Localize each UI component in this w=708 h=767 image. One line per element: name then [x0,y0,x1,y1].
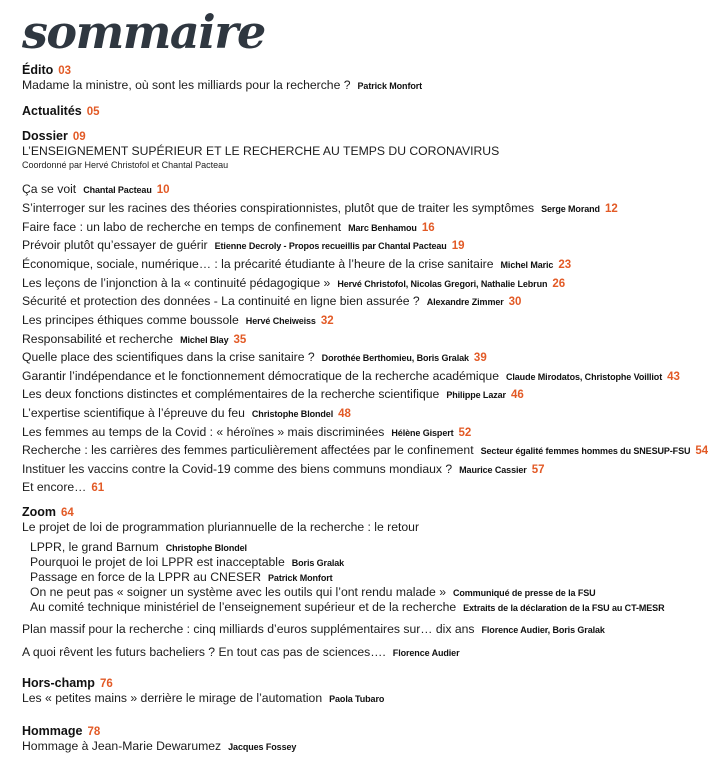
entry-title: Les deux fonctions distinctes et complémentaires de la recherche scientifique [22,387,440,401]
entry-author: Michel Blay [180,335,229,345]
entry-author: Claude Mirodatos, Christophe Voilliot [505,372,663,382]
entry-title: LPPR, le grand Barnum [30,540,159,554]
entry-author: Dorothée Berthomieu, Boris Gralak [321,353,469,363]
entry-title: Prévoir plutôt qu’essayer de guérir [22,238,208,252]
toc-entry[interactable] [22,424,471,441]
toc-entry[interactable] [22,237,465,254]
entry-author: Communiqué de presse de la FSU [452,588,596,598]
toc-entry[interactable] [22,77,422,94]
toc-entry[interactable] [22,690,384,707]
toc-entry[interactable] [22,405,351,422]
entry-title: S’interroger sur les racines des théories conspirationnistes, plutôt que de traiter les symptômes [22,201,535,215]
section-title: Actualités [22,104,82,118]
toc-entry[interactable] [22,312,334,329]
entry-title: Recherche : les carrières des femmes particulièrement affectées par le confinement [22,443,474,457]
page-number: 32 [320,315,334,327]
entry-title: Garantir l’indépendance et le fonctionnement démocratique de la recherche académique [22,369,499,383]
toc-entry[interactable] [22,461,544,478]
toc-entry[interactable] [22,331,246,348]
toc-entry[interactable] [22,181,170,198]
section-title: Dossier [22,129,68,143]
toc-entry[interactable] [22,293,521,310]
entry-title: Madame la ministre, où sont les milliards pour la recherche ? [22,78,351,92]
entry-author: Hervé Christofol, Nicolas Gregori, Nathalie Lebrun [337,279,548,289]
section-actualites[interactable] [22,103,100,120]
entry-title: Plan massif pour la recherche : cinq milliards d’euros supplémentaires sur… dix ans [22,622,475,636]
entry-title: Pourquoi le projet de loi LPPR est inacceptable [30,555,285,569]
section-title: Hommage [22,724,83,738]
page-number: 09 [72,131,86,143]
entry-title: Responsabilité et recherche [22,332,174,346]
page-number: 52 [458,427,472,439]
entry-author: Etienne Decroly - Propos recueillis par Chantal Pacteau [214,241,447,251]
page-number: 61 [91,482,105,494]
page-number: 03 [58,65,72,77]
entry-author: Serge Morand [541,204,600,214]
entry-author: Christophe Blondel [251,409,334,419]
entry-author: Marc Benhamou [348,223,417,233]
entry-title: Ça se voit [22,182,77,196]
entry-author: Chantal Pacteau [83,185,152,195]
entry-author: Michel Maric [500,260,554,270]
entry-title: Hommage à Jean-Marie Dewarumez [22,739,222,753]
entry-author: Florence Audier, Boris Gralak [481,625,605,635]
dossier-coordination: Coordonné par Hervé Christofol et Chantal Pacteau [22,160,229,170]
page-number: 30 [508,296,522,308]
entry-author: Florence Audier [392,648,460,658]
entry-title: Passage en force de la LPPR au CNESER [30,570,262,584]
page-number: 10 [156,184,170,196]
toc-entry[interactable] [22,738,296,755]
page-number: 57 [531,464,545,476]
page-number: 35 [233,334,247,346]
entry-title: Faire face : un labo de recherche en temps de confinement [22,220,342,234]
entry-author: Extraits de la déclaration de la FSU au CT-MESR [463,603,665,613]
page-number: 78 [87,726,101,738]
entry-author: Jacques Fossey [228,742,297,752]
entry-title: L’expertise scientifique à l’épreuve du feu [22,406,245,420]
entry-title: Les « petites mains » derrière le mirage de l’automation [22,691,323,705]
entry-title: Les leçons de l’injonction à la « continuité pédagogique » [22,276,331,290]
dossier-heading: L’ENSEIGNEMENT SUPÉRIEUR ET LE RECHERCHE AU TEMPS DU CORONAVIRUS [22,144,500,158]
entry-title: Au comité technique ministériel de l’enseignement supérieur et de la recherche [30,600,457,614]
toc-entry[interactable] [22,219,435,236]
section-title: Hors-champ [22,676,95,690]
entry-title: Instituer les vaccins contre la Covid-19 comme des biens communs mondiaux ? [22,462,453,476]
toc-entry[interactable] [22,621,605,638]
page-number: 26 [552,278,566,290]
section-title: Édito [22,63,54,77]
page-number: 48 [338,408,351,420]
page-number: 39 [473,352,487,364]
entry-title: Les principes éthiques comme boussole [22,313,239,327]
section-title: Zoom [22,505,57,519]
entry-author: Patrick Monfort [268,573,333,583]
page-number: 64 [61,507,74,519]
toc-entry[interactable] [22,644,459,661]
toc-entry[interactable] [22,275,565,292]
entry-title: Sécurité et protection des données - La continuité en ligne bien assurée ? [22,294,420,308]
entry-author: Paola Tubaro [329,694,385,704]
page-number: 16 [421,222,435,234]
entry-author: Alexandre Zimmer [426,297,504,307]
entry-author: Hervé Cheiweiss [245,316,316,326]
entry-title: A quoi rêvent les futurs bacheliers ? En tout cas pas de sciences…. [22,645,386,659]
page-number: 23 [558,259,572,271]
page-number: 19 [451,240,465,252]
masthead-title: sommaire [22,5,265,59]
page-number: 43 [667,371,680,383]
entry-author: Patrick Monfort [357,81,423,91]
page-number: 76 [99,678,113,690]
page-number: 46 [510,389,524,401]
entry-author: Philippe Lazar [446,390,506,400]
toc-entry[interactable] [30,599,664,616]
entry-author: Maurice Cassier [459,465,527,475]
toc-entry[interactable] [22,386,524,403]
entry-title: Et encore… [22,480,87,494]
toc-entry[interactable] [22,349,487,366]
toc-entry[interactable] [22,442,708,459]
entry-author: Secteur égalité femmes hommes du SNESUP-FSU [480,446,691,456]
toc-entry[interactable] [22,256,571,273]
toc-entry[interactable] [22,479,104,496]
zoom-heading: Le projet de loi de programmation pluriannuelle de la recherche : le retour [22,520,420,534]
page-number: 12 [604,203,618,215]
entry-title: Quelle place des scientifiques dans la crise sanitaire ? [22,350,315,364]
entry-title: Économique, sociale, numérique… : la précarité étudiante à l’heure de la crise sanitaire [22,257,494,271]
entry-author: Boris Gralak [291,558,345,568]
page-number: 05 [86,106,100,118]
toc-entry[interactable] [22,200,618,217]
entry-author: Hélène Gispert [391,428,454,438]
toc-entry[interactable] [22,368,680,385]
page-number: 54 [695,445,708,457]
entry-title: On ne peut pas « soigner un système avec les outils qui l’ont rendu malade » [30,585,446,599]
entry-title: Les femmes au temps de la Covid : « héroïnes » mais discriminées [22,425,385,439]
entry-author: Christophe Blondel [165,543,247,553]
